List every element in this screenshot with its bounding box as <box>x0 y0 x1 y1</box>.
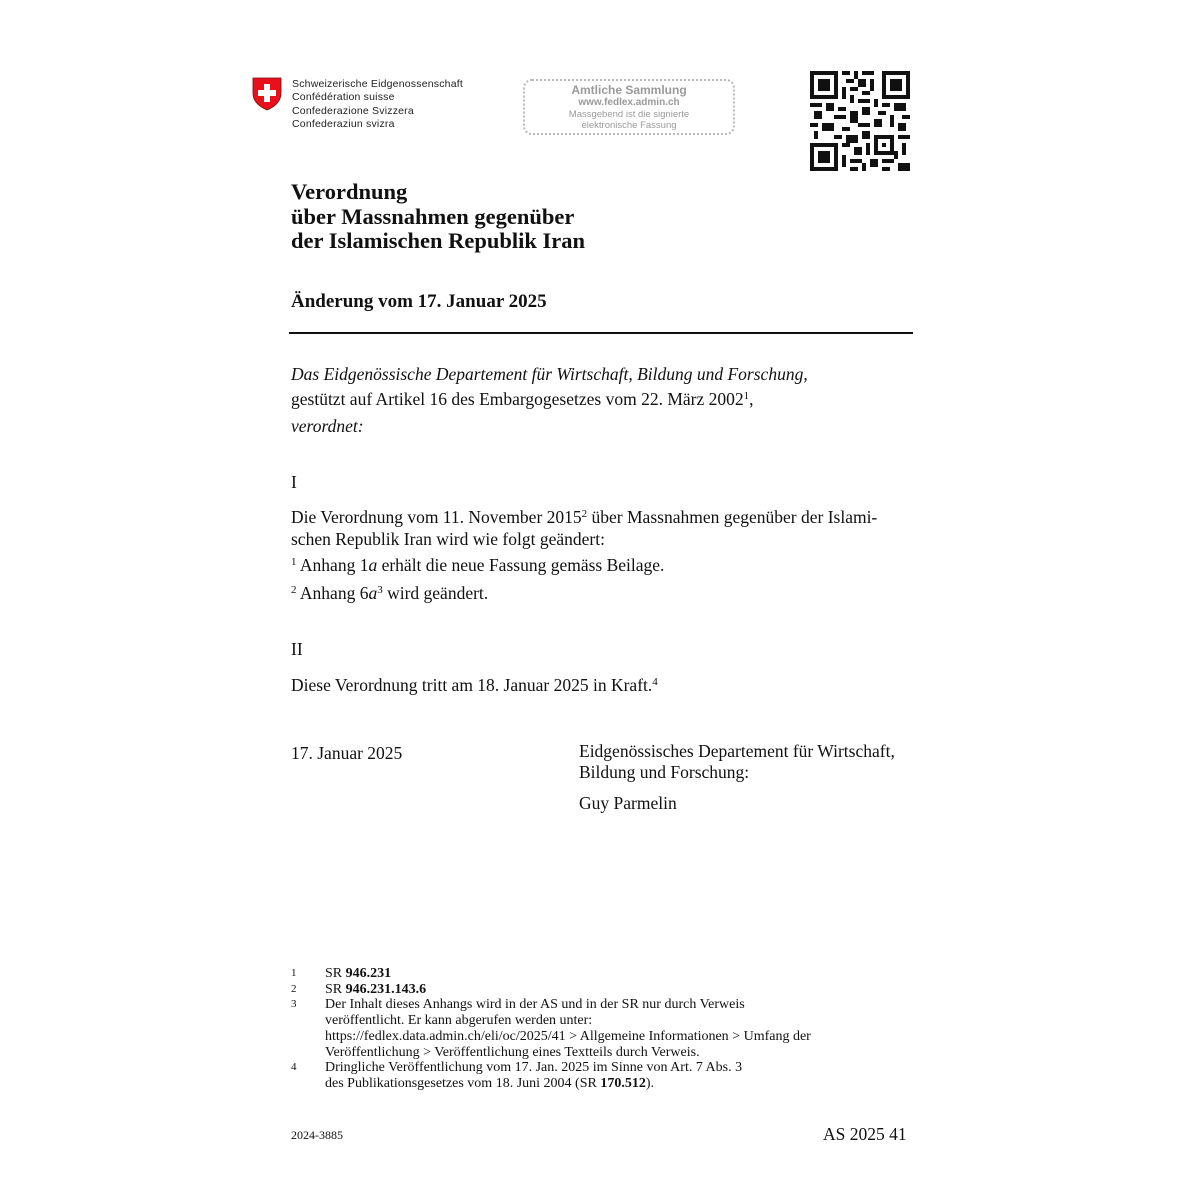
department-line-2: Bildung und Forschung: <box>579 762 750 782</box>
signature-date: 17. Januar 2025 <box>291 743 403 763</box>
preamble-basis-text: gestützt auf Artikel 16 des Embargogesetzes vom 22. März 2002 <box>291 389 744 409</box>
qr-code-icon <box>810 71 910 171</box>
paragraph-1-text-c: erhält die neue Fassung gemäss Beilage. <box>377 555 665 575</box>
confederation-line-it: Confederazione Svizzera <box>292 104 414 117</box>
confederation-names <box>292 78 463 131</box>
confederation-line-rm: Confederaziun svizra <box>292 117 395 130</box>
paragraph-2 <box>291 581 488 605</box>
paragraph-1 <box>291 553 664 577</box>
stamp-title: Amtliche Sammlung <box>571 83 687 97</box>
paragraph-2-number: 2 <box>291 584 297 596</box>
official-collection-stamp <box>523 79 735 135</box>
confederation-line-fr: Confédération suisse <box>292 91 395 104</box>
intro-text-a: Die Verordnung vom 11. November 2015 <box>291 507 582 527</box>
paragraph-2-text-a: Anhang 6 <box>296 583 369 603</box>
title-line-1: Verordnung <box>291 179 408 204</box>
title-line-2: über Massnahmen gegenüber <box>291 203 575 229</box>
footnote-2 <box>291 982 811 998</box>
section-ii-text <box>291 673 658 697</box>
footnote-3-line-2: veröffentlicht. Er kann abgerufen werden unter: <box>325 1013 593 1029</box>
paragraph-2-text-italic: a <box>368 583 378 603</box>
title-line-3: der Islamischen Republik Iran <box>291 228 586 253</box>
footnote-4-number: 4 <box>291 1061 297 1074</box>
stamp-note-line2: elektronische Fassung <box>581 120 677 131</box>
paragraph-1-text-a: Anhang 1 <box>296 555 369 575</box>
as-reference: AS 2025 41 <box>823 1124 907 1144</box>
section-i-intro-line1 <box>291 505 877 529</box>
footnote-ref-1[interactable]: 1 <box>743 390 750 402</box>
footnote-1 <box>291 966 811 982</box>
footnote-3 <box>291 997 811 1060</box>
footnote-1-number: 1 <box>291 967 297 979</box>
department-line-1: Eidgenössisches Departement für Wirtschaft, <box>579 741 895 761</box>
preamble-basis <box>291 387 754 411</box>
footnote-4-sr-number: 170.512 <box>600 1075 646 1091</box>
section-i-numeral: I <box>291 472 297 492</box>
footnote-2-prefix: SR <box>325 981 346 997</box>
section-i-intro-line2: schen Republik Iran wird wie folgt geändert: <box>291 529 605 549</box>
title-divider <box>289 332 913 334</box>
footnote-2-sr-number: 946.231.143.6 <box>345 981 427 997</box>
footnote-4-text-c: ). <box>645 1075 654 1091</box>
footnote-ref-3[interactable]: 3 <box>377 584 383 596</box>
footnote-ref-4[interactable]: 4 <box>652 676 658 688</box>
signature-block <box>579 741 895 814</box>
entry-into-force-text: Diese Verordnung tritt am 18. Januar 2025 in Kraft. <box>291 675 653 695</box>
intro-text-b: über Massnahmen gegenüber der Islami- <box>587 507 878 527</box>
stamp-note-line1: Massgebend ist die signierte <box>568 109 690 120</box>
footnote-2-number: 2 <box>291 982 297 995</box>
footnote-1-sr-number: 946.231 <box>345 966 392 981</box>
swiss-coat-of-arms-icon <box>252 77 282 111</box>
ordinance-title <box>291 180 585 254</box>
signatory-name: Guy Parmelin <box>579 793 677 813</box>
preamble-authority: Das Eidgenössische Departement für Wirtschaft, Bildung und Forschung, <box>291 364 808 384</box>
footnote-3-number: 3 <box>291 998 297 1011</box>
footnote-1-prefix: SR <box>325 966 346 981</box>
paragraph-2-text-c: wird geändert. <box>382 583 489 603</box>
footnote-4 <box>291 1060 811 1091</box>
section-ii-numeral: II <box>291 639 303 659</box>
footnote-3-link-line[interactable]: https://fedlex.data.admin.ch/eli/oc/2025/41 > Allgemeine Informationen > Umfang der <box>325 1028 811 1044</box>
footnotes <box>291 966 811 1092</box>
stamp-url[interactable]: www.fedlex.admin.ch <box>578 97 680 108</box>
preamble-basis-end: , <box>749 389 754 409</box>
paragraph-1-number: 1 <box>291 556 297 568</box>
document-number: 2024-3885 <box>291 1128 343 1142</box>
confederation-line-de: Schweizerische Eidgenossenschaft <box>292 78 463 90</box>
footnote-4-line-2 <box>325 1076 742 1092</box>
paragraph-1-text-italic: a <box>368 555 378 575</box>
preamble-decree: verordnet: <box>291 416 364 436</box>
footnote-4-line-1: Dringliche Veröffentlichung vom 17. Jan. 2025 im Sinne von Art. 7 Abs. 3 <box>325 1060 743 1076</box>
footnote-ref-2[interactable]: 2 <box>581 508 588 520</box>
footnote-3-line-1: Der Inhalt dieses Anhangs wird in der AS und in der SR nur durch Verweis <box>325 997 745 1013</box>
footnote-3-line-4: Veröffentlichung > Veröffentlichung eines Textteils durch Verweis. <box>325 1044 700 1060</box>
footnote-4-text-a: des Publikationsgesetzes vom 18. Juni 2004 (SR <box>325 1075 601 1091</box>
amendment-date-heading: Änderung vom 17. Januar 2025 <box>291 291 547 312</box>
